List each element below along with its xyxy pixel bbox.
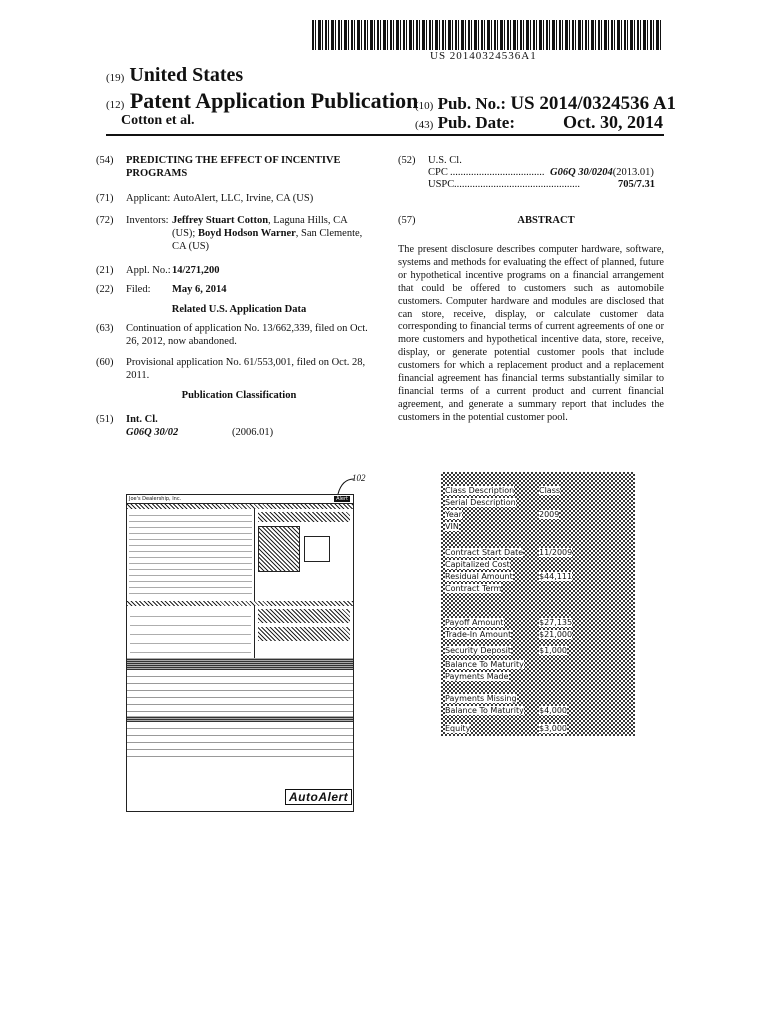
applicant-label: Applicant:: [126, 193, 171, 204]
right-row-value: Class: [539, 486, 561, 495]
right-panel-row: [443, 486, 633, 496]
right-panel-row: [443, 618, 633, 628]
abstract-heading: ABSTRACT: [517, 215, 575, 226]
intcl-field: [96, 413, 382, 426]
right-row-label: Contract Term: [445, 584, 502, 593]
title-code: (54): [96, 155, 114, 166]
right-row-value: $44,111: [539, 572, 573, 581]
uscl-label: U.S. Cl.: [428, 155, 462, 166]
header-rule: [106, 134, 664, 136]
right-panel-row: [443, 672, 633, 682]
doc-type: Patent Application Publication: [129, 88, 419, 113]
right-panel-row: [443, 630, 633, 640]
fig-customer-fields: [127, 509, 255, 601]
right-row-label: Trade-In Amount: [445, 630, 512, 639]
applicant-field: [96, 192, 382, 205]
filed-code: (22): [96, 284, 114, 295]
right-panel-row: [443, 646, 633, 656]
pubno-label: Pub. No.:: [437, 94, 507, 113]
right-row-label: Payments Made: [445, 672, 509, 681]
figure-ref-label: 102: [352, 473, 366, 483]
related-heading: Related U.S. Application Data: [171, 304, 307, 315]
fig-finance-panel: [127, 606, 353, 658]
right-row-label: Class Description: [445, 486, 515, 495]
fig-vehicle-table: [127, 670, 353, 716]
abstract-head-row: [398, 214, 664, 227]
cpc-year: (2013.01): [612, 167, 654, 178]
right-row-value: 2009: [539, 510, 560, 519]
right-row-label: Security Deposit: [445, 646, 511, 655]
right-row-label: Year: [445, 510, 462, 519]
fig-replacement-table: [127, 722, 353, 762]
right-row-label: VIN: [445, 522, 459, 531]
figure-alert: Alert: [336, 496, 348, 502]
kind-code: (12): [106, 99, 125, 111]
intcl-code: (51): [96, 414, 114, 425]
prov-text: Provisional application No. 61/553,001, filed on Oct. 28, 2011.: [126, 357, 366, 381]
autoalert-logo: AutoAlert: [285, 789, 352, 805]
right-panel-row: [443, 694, 633, 704]
intcl-label: Int. Cl.: [126, 414, 158, 425]
filed-value: May 6, 2014: [172, 284, 227, 295]
fig-customer-options: [255, 509, 353, 601]
applicant: AutoAlert, LLC, Irvine, CA (US): [172, 193, 314, 204]
applicant-code: (71): [96, 193, 114, 204]
right-row-label: Payoff Amount: [445, 618, 504, 627]
inventor-2-loc: , San Clemente, CA (US): [172, 228, 363, 252]
inventors: [172, 214, 372, 253]
right-row-value: $3,000: [539, 724, 567, 733]
appl-code: (21): [96, 265, 114, 276]
right-panel-row: [443, 572, 633, 582]
right-panel-row: [443, 510, 633, 520]
filed-field: [96, 283, 382, 296]
right-row-label: Contract Start Date: [445, 548, 524, 557]
appl-field: [96, 264, 382, 277]
provisional-field: [96, 356, 382, 382]
pub-date-line: [415, 113, 515, 133]
right-row-value: $27,135: [539, 618, 573, 627]
appl-label: Appl. No.:: [126, 265, 171, 276]
continuation-field: [96, 322, 382, 348]
intcl-class-row: [96, 426, 382, 439]
fig-customer-panel: [127, 509, 353, 601]
doc-type-line: [106, 88, 418, 114]
cont-text: Continuation of application No. 13/662,339, filed on Oct. 26, 2012, now abandoned.: [126, 323, 368, 347]
pubno-value: US 2014/0324536 A1: [510, 93, 677, 114]
pubclass-heading: Publication Classification: [181, 390, 297, 401]
inventors-field: [96, 214, 382, 253]
inventor-1: Jeffrey Stuart Cotton: [172, 215, 269, 226]
figure-title: Joe's Dealership, Inc.: [129, 496, 182, 502]
right-row-label: Balance To Maturity: [445, 660, 524, 669]
inventor-1-loc: , Laguna Hills, CA (US);: [172, 215, 348, 239]
inventors-code: (72): [96, 215, 114, 226]
inventors-label: Inventors:: [126, 215, 169, 226]
title: PREDICTING THE EFFECT OF INCENTIVE PROGRAMS: [126, 155, 341, 179]
intcl-year: (2006.01): [232, 427, 274, 438]
uspc-value: 705/7.31: [618, 179, 656, 190]
right-panel-row: [443, 522, 633, 532]
uspc-label: USPC: [428, 179, 455, 190]
prov-code: (60): [96, 357, 114, 368]
country-code: (19): [106, 72, 125, 84]
uspc-row: [398, 178, 664, 191]
cpc-label: CPC: [428, 167, 448, 178]
inventor-2: Boyd Hodson Warner: [197, 228, 296, 239]
inventors-short: Cotton et al.: [121, 113, 195, 128]
right-panel-row: [443, 548, 633, 558]
right-row-value: 11/2009: [539, 548, 573, 557]
pub-date-value: Oct. 30, 2014: [563, 112, 663, 132]
uscl-code: (52): [398, 155, 416, 166]
intcl-class: G06Q 30/02: [126, 427, 179, 438]
right-row-label: Balance To Maturity: [445, 706, 524, 715]
right-row-value: $21,000: [539, 630, 573, 639]
country: United States: [129, 64, 244, 86]
figure-titlebar: [127, 495, 353, 504]
right-panel-row: [443, 560, 633, 570]
pubdate-code: (43): [415, 119, 434, 131]
right-panel-row: [443, 706, 633, 716]
barcode: [312, 20, 662, 50]
country-line: [106, 64, 243, 87]
right-row-label: Payments Missing: [445, 694, 517, 703]
right-row-label: Serial Description: [445, 498, 516, 507]
right-row-value: $1,000: [539, 646, 567, 655]
right-panel-row: [443, 498, 633, 508]
ref-leader-line: [334, 476, 356, 496]
cpc-dots: ....................................: [450, 167, 545, 178]
right-panel-row: [443, 724, 633, 734]
right-row-label: Equity: [445, 724, 471, 733]
title-field: [96, 154, 382, 180]
appl-value: 14/271,200: [172, 265, 220, 276]
right-panel-row: [443, 660, 633, 670]
right-row-value: $4,000: [539, 706, 567, 715]
right-panel-row: [443, 584, 633, 594]
abstract-text: The present disclosure describes computer hardware, software, systems and methods for evaluating the effect of planned, future or hypothetical incentive programs on a financial arrangement that could be offered to customers such as automobile customers. Computer hardware and modules are disclosed that can store, receive, display, or calculate customer data corresponding to financial terms of current agreements of one or more customers and hypothetical incentive data, store, receive, display, or generate potential customer pools that include customers for which a replacement product and a replacement financial agreement has financial terms substantially similar to financial terms of a current product and current financial agreement, and generate a summary report that includes the customers in the potential customer pool.: [398, 244, 664, 423]
uspc-dots: ................................................: [454, 179, 580, 190]
screen-figure-left: [126, 494, 354, 812]
barcode-number: US 20140324536A1: [430, 50, 537, 62]
pubno-code: (10): [415, 100, 434, 112]
pubdate-label: Pub. Date:: [437, 113, 516, 132]
right-row-label: Capitalized Cost: [445, 560, 510, 569]
abstract-code: (57): [398, 215, 416, 226]
cont-code: (63): [96, 323, 114, 334]
right-row-label: Residual Amount: [445, 572, 513, 581]
fig-bar-3: [127, 658, 353, 670]
screen-figure-right: [441, 472, 635, 736]
filed-label: Filed:: [126, 284, 151, 295]
cpc-value: G06Q 30/0204: [550, 167, 613, 178]
